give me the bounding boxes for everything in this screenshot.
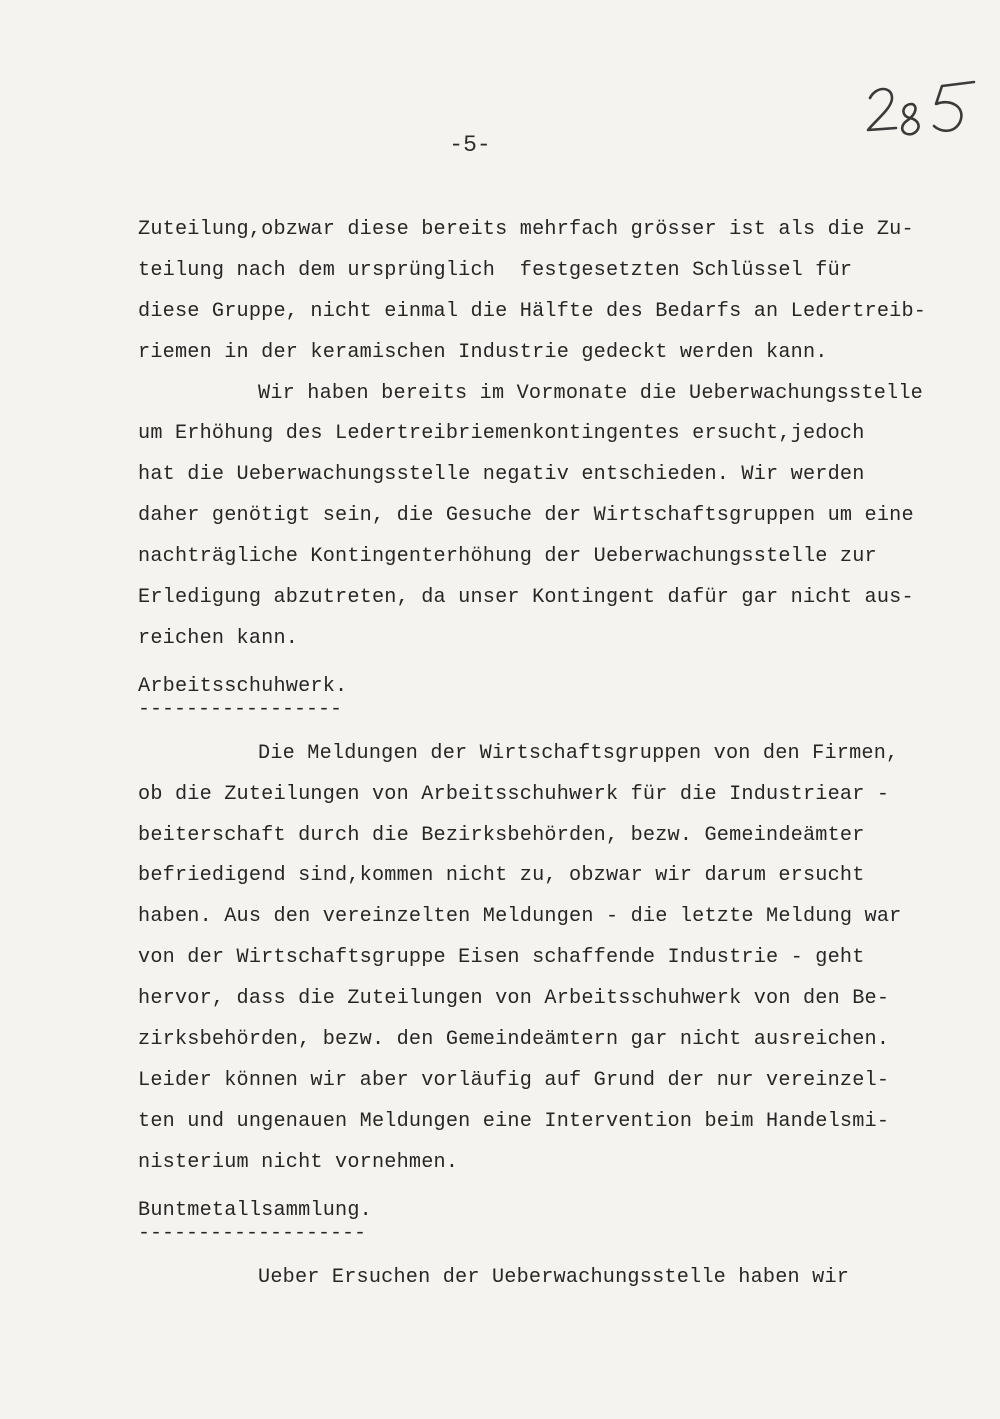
text-line: daher genötigt sein, die Gesuche der Wirtschaftsgruppen um eine (138, 504, 914, 528)
text-line: befriedigend sind,kommen nicht zu, obzwar wir darum ersucht (138, 864, 865, 888)
text-line: um Erhöhung des Ledertreibriemenkontingentes ersucht,jedoch (138, 422, 865, 446)
text-line: teilung nach dem ursprünglich festgesetzten Schlüssel für (138, 258, 853, 282)
paragraph-buntmetallsammlung (138, 1258, 928, 1299)
text-line: haben. Aus den vereinzelten Meldungen - die letzte Meldung war (138, 905, 902, 929)
heading-underline: ------------------- (138, 1227, 367, 1244)
section-heading-buntmetallsammlung (138, 1194, 928, 1244)
text-line: Leider können wir aber vorläufig auf Grund der nur vereinzel- (138, 1068, 890, 1092)
section-heading: Arbeitsschuhwerk. (138, 674, 348, 698)
folio-handwriting-mark (862, 68, 982, 148)
text-line: Zuteilung,obzwar diese bereits mehrfach grösser ist als die Zu- (138, 218, 914, 241)
handwritten-folio-number (862, 68, 982, 148)
text-line: Ueber Ersuchen der Ueberwachungsstelle haben wir (258, 1265, 850, 1289)
text-line: Die Meldungen der Wirtschaftsgruppen von den Firmen, (258, 741, 899, 765)
paragraph-ledertreibriemen (138, 374, 928, 660)
text-line: beiterschaft durch die Bezirksbehörden, bezw. Gemeindeämter (138, 823, 865, 847)
text-line: zirksbehörden, bezw. den Gemeindeämtern gar nicht ausreichen. (138, 1028, 890, 1052)
paragraph-continuation (138, 210, 928, 374)
document-body (138, 210, 928, 1298)
text-line: nisterium nicht vornehmen. (138, 1150, 459, 1174)
text-line: hat die Ueberwachungsstelle negativ entschieden. Wir werden (138, 463, 865, 487)
page-number: -5- (449, 132, 491, 158)
text-line: riemen in der keramischen Industrie gedeckt werden kann. (138, 340, 828, 364)
text-line: ten und ungenauen Meldungen eine Intervention beim Handelsmi- (138, 1109, 890, 1133)
paragraph-arbeitsschuhwerk (138, 734, 928, 1184)
text-line: hervor, dass die Zuteilungen von Arbeitsschuhwerk von den Be- (138, 987, 890, 1011)
text-line: Wir haben bereits im Vormonate die Ueberwachungsstelle (258, 381, 923, 405)
section-heading: Buntmetallsammlung. (138, 1198, 372, 1222)
heading-underline: ----------------- (138, 703, 343, 720)
text-line: von der Wirtschaftsgruppe Eisen schaffende Industrie - geht (138, 946, 865, 970)
text-line: nachträgliche Kontingenterhöhung der Ueberwachungsstelle zur (138, 545, 877, 569)
text-line: reichen kann. (138, 626, 299, 650)
text-line: ob die Zuteilungen von Arbeitsschuhwerk für die Industriear - (138, 782, 890, 806)
text-line: diese Gruppe, nicht einmal die Hälfte des Bedarfs an Ledertreib- (138, 299, 927, 323)
section-heading-arbeitsschuhwerk (138, 670, 928, 720)
text-line: Erledigung abzutreten, da unser Kontingent dafür gar nicht aus- (138, 586, 914, 610)
